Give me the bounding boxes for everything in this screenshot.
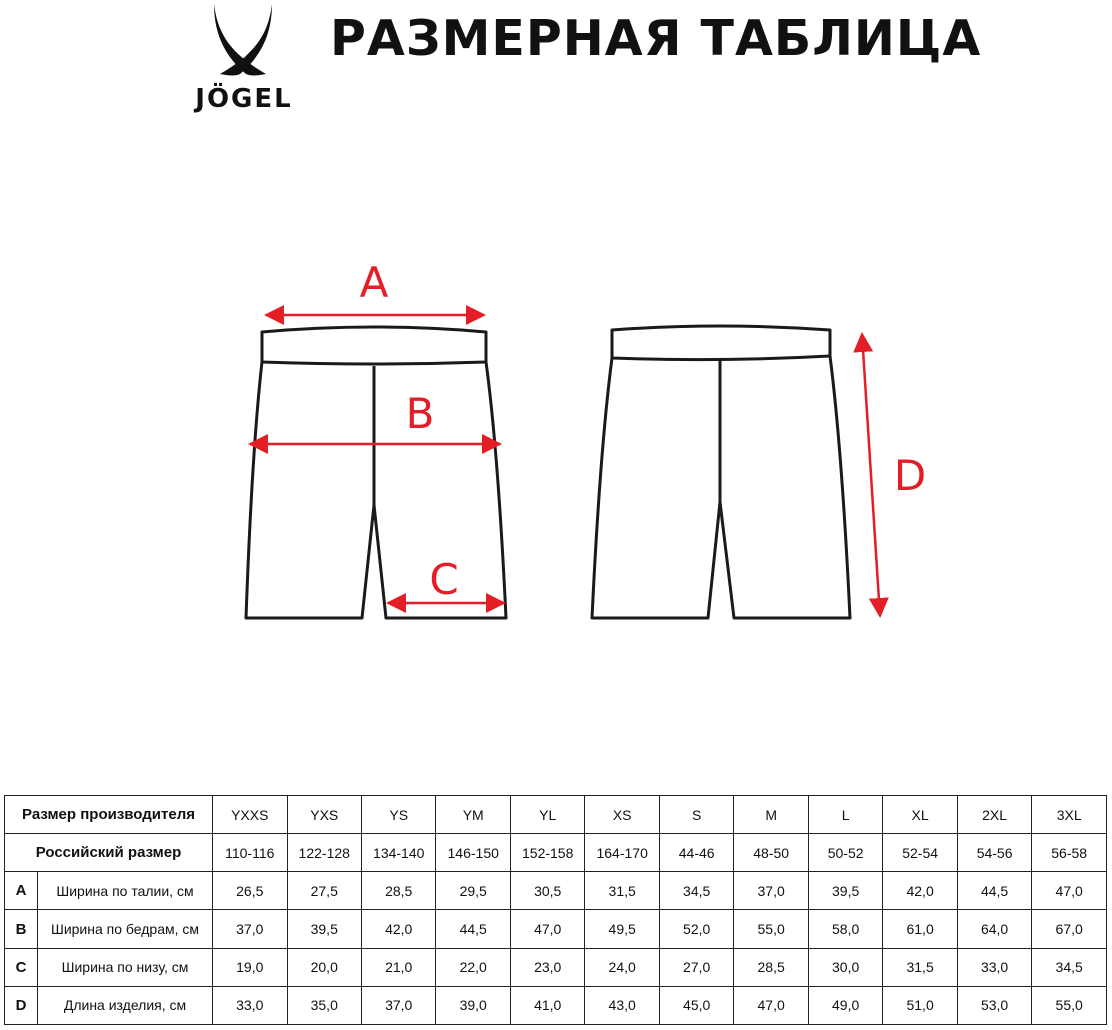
size-cell: YL: [510, 796, 584, 834]
measurement-cell: 53,0: [957, 986, 1031, 1024]
size-cell: L: [808, 796, 882, 834]
russian-size-cell: 146-150: [436, 834, 510, 872]
russian-size-cell: 122-128: [287, 834, 361, 872]
row-label: Ширина по низу, см: [38, 948, 213, 986]
measurement-cell: 37,0: [734, 872, 808, 910]
russian-size-label: Российский размер: [5, 834, 213, 872]
size-cell: YXXS: [213, 796, 287, 834]
measurement-cell: 42,0: [361, 910, 435, 948]
measurement-cell: 31,5: [585, 872, 659, 910]
measurement-cell: 67,0: [1032, 910, 1107, 948]
row-label: Ширина по бедрам, см: [38, 910, 213, 948]
size-cell: S: [659, 796, 733, 834]
measurement-cell: 28,5: [361, 872, 435, 910]
measure-d-label: D: [893, 451, 927, 500]
measurement-cell: 55,0: [734, 910, 808, 948]
russian-size-cell: 52-54: [883, 834, 957, 872]
table-header-row: [5, 796, 1107, 834]
measurement-cell: 49,0: [808, 986, 882, 1024]
measurement-cell: 23,0: [510, 948, 584, 986]
measurement-cell: 21,0: [361, 948, 435, 986]
russian-size-cell: 56-58: [1032, 834, 1107, 872]
size-cell: XL: [883, 796, 957, 834]
russian-size-cell: 50-52: [808, 834, 882, 872]
measurement-cell: 22,0: [436, 948, 510, 986]
row-label: Длина изделия, см: [38, 986, 213, 1024]
row-letter: B: [5, 910, 38, 948]
measurement-cell: 34,5: [1032, 948, 1107, 986]
measurement-cell: 39,0: [436, 986, 510, 1024]
table-row: [5, 872, 1107, 910]
measurement-cell: 26,5: [213, 872, 287, 910]
brand-name: JÖGEL: [195, 84, 293, 114]
header-label: Размер производителя: [5, 796, 213, 834]
size-table-body: [5, 796, 1107, 1025]
measurement-cell: 31,5: [883, 948, 957, 986]
table-row: [5, 986, 1107, 1024]
measurement-cell: 51,0: [883, 986, 957, 1024]
measurement-cell: 28,5: [734, 948, 808, 986]
measurement-cell: 44,5: [436, 910, 510, 948]
size-cell: M: [734, 796, 808, 834]
measure-a-label: A: [359, 258, 389, 307]
size-cell: YM: [436, 796, 510, 834]
row-label: Ширина по талии, см: [38, 872, 213, 910]
measurement-cell: 52,0: [659, 910, 733, 948]
measurement-cell: 39,5: [287, 910, 361, 948]
measurement-cell: 33,0: [957, 948, 1031, 986]
measurement-cell: 27,0: [659, 948, 733, 986]
waistband-front: [262, 327, 486, 364]
russian-size-cell: 164-170: [585, 834, 659, 872]
page-title: РАЗМЕРНАЯ ТАБЛИЦА: [330, 10, 982, 67]
measurement-cell: 39,5: [808, 872, 882, 910]
size-cell: XS: [585, 796, 659, 834]
measurement-cell: 45,0: [659, 986, 733, 1024]
waistband-back: [612, 326, 830, 360]
measurement-cell: 58,0: [808, 910, 882, 948]
measurement-cell: 61,0: [883, 910, 957, 948]
measurement-cell: 20,0: [287, 948, 361, 986]
russian-size-cell: 54-56: [957, 834, 1031, 872]
measurement-cell: 41,0: [510, 986, 584, 1024]
measurement-cell: 35,0: [287, 986, 361, 1024]
measurement-cell: 24,0: [585, 948, 659, 986]
size-cell: 2XL: [957, 796, 1031, 834]
measurement-cell: 33,0: [213, 986, 287, 1024]
measurement-cell: 49,5: [585, 910, 659, 948]
table-row: [5, 910, 1107, 948]
measurement-cell: 19,0: [213, 948, 287, 986]
measurement-cell: 27,5: [287, 872, 361, 910]
measurement-cell: 44,5: [957, 872, 1031, 910]
measurement-cell: 37,0: [361, 986, 435, 1024]
shorts-back: [592, 326, 850, 618]
row-letter: A: [5, 872, 38, 910]
measurement-cell: 34,5: [659, 872, 733, 910]
table-russian-row: [5, 834, 1107, 872]
measurement-cell: 47,0: [1032, 872, 1107, 910]
measurement-cell: 55,0: [1032, 986, 1107, 1024]
russian-size-cell: 110-116: [213, 834, 287, 872]
size-cell: YS: [361, 796, 435, 834]
russian-size-cell: 134-140: [361, 834, 435, 872]
measurement-cell: 47,0: [510, 910, 584, 948]
measurement-cell: 42,0: [883, 872, 957, 910]
russian-size-cell: 48-50: [734, 834, 808, 872]
size-cell: YXS: [287, 796, 361, 834]
shorts-front-body: [246, 362, 506, 618]
shorts-front: [246, 327, 506, 618]
russian-size-cell: 152-158: [510, 834, 584, 872]
measurement-cell: 64,0: [957, 910, 1031, 948]
russian-size-cell: 44-46: [659, 834, 733, 872]
size-cell: 3XL: [1032, 796, 1107, 834]
measure-c-label: C: [429, 555, 459, 604]
row-letter: C: [5, 948, 38, 986]
measurement-cell: 29,5: [436, 872, 510, 910]
size-table: [4, 795, 1107, 1025]
measurement-cell: 30,5: [510, 872, 584, 910]
row-letter: D: [5, 986, 38, 1024]
measurement-cell: 37,0: [213, 910, 287, 948]
table-row: [5, 948, 1107, 986]
measurement-cell: 43,0: [585, 986, 659, 1024]
measurement-cell: 47,0: [734, 986, 808, 1024]
measure-b-label: B: [405, 389, 435, 438]
measurement-cell: 30,0: [808, 948, 882, 986]
measure-d-arrow: [862, 334, 880, 616]
